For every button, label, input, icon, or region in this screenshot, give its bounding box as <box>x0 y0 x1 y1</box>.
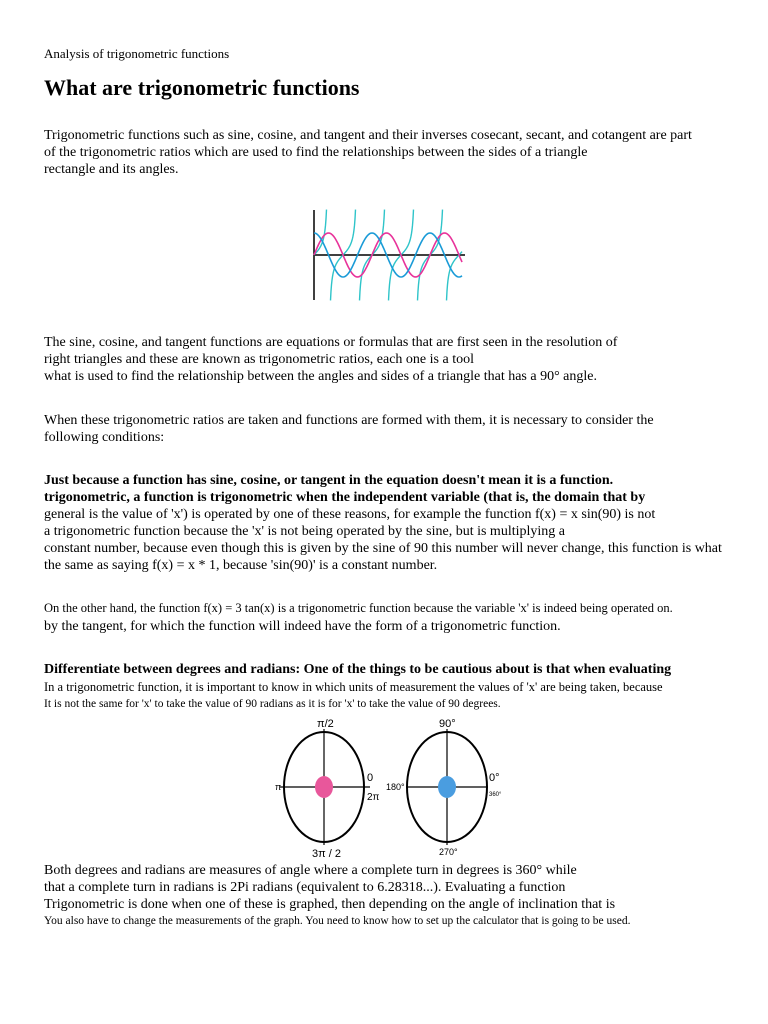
label-right-top: 0 <box>367 772 374 784</box>
tangent-branch <box>314 210 327 255</box>
paragraph-line: of the trigonometric ratios which are used to find the relationships between the sides of a triangle <box>44 145 588 160</box>
degrees-circle-diagram <box>380 715 510 860</box>
paragraph-line: rectangle and its angles. <box>44 162 179 177</box>
paragraph-line: On the other hand, the function f(x) = 3 tan(x) is a trigonometric function because the variable 'x' is indeed being operated on. <box>44 601 673 615</box>
paragraph-line: Trigonometric functions such as sine, cosine, and tangent and their inverses cosecant, secant, and cotangent are part <box>44 128 692 143</box>
paragraph-line: a trigonometric function because the 'x' is not being operated by the sine, but is multiplying a <box>44 524 565 539</box>
paragraph-line: It is not the same for 'x' to take the value of 90 radians as it is for 'x' to take the value of 90 degrees. <box>44 698 501 710</box>
label-top: π/2 <box>317 718 334 730</box>
paragraph-line: the same as saying f(x) = x * 1, because 'sin(90)' is a constant number. <box>44 558 438 573</box>
paragraph-bold-line: Just because a function has sine, cosine, or tangent in the equation doesn't mean it is a function. <box>44 473 614 488</box>
paragraph-line: In a trigonometric function, it is important to know in which units of measurement the values of 'x' are being taken, because <box>44 680 663 694</box>
tangent-branch <box>447 252 463 301</box>
label-bottom: 270° <box>439 847 458 857</box>
label-left: π <box>275 782 282 792</box>
paragraph-line: by the tangent, for which the function will indeed have the form of a trigonometric function. <box>44 619 561 634</box>
label-left: 180° <box>386 782 405 792</box>
document-header: Analysis of trigonometric functions <box>44 46 230 61</box>
center-dot <box>438 776 456 798</box>
label-right-top: 0° <box>489 772 500 784</box>
paragraph-line: that a complete turn in radians is 2Pi radians (equivalent to 6.28318...). Evaluating a function <box>44 880 566 895</box>
trig-functions-graph <box>300 205 470 305</box>
page-title: What are trigonometric functions <box>44 75 360 100</box>
label-right-bottom: 2π <box>367 792 380 803</box>
paragraph-line: The sine, cosine, and tangent functions are equations or formulas that are first seen in the resolution of <box>44 335 618 350</box>
paragraph-line: Trigonometric is done when one of these is graphed, then depending on the angle of inclination that is <box>44 897 616 912</box>
label-top: 90° <box>439 718 456 730</box>
paragraph-line: Both degrees and radians are measures of angle where a complete turn in degrees is 360° while <box>44 863 577 878</box>
paragraph-line: constant number, because even though this is given by the sine of 90 this number will never change, this function is what <box>44 541 722 556</box>
label-bottom: 3π / 2 <box>312 848 341 860</box>
radians-circle-diagram <box>270 715 390 860</box>
paragraph-line: general is the value of 'x') is operated by one of these reasons, for example the function f(x) = x sin(90) is not <box>44 507 656 522</box>
paragraph-line: When these trigonometric ratios are taken and functions are formed with them, it is necessary to consider the <box>44 413 654 428</box>
paragraph-bold-line: Differentiate between degrees and radians: One of the things to be cautious about is that when evaluating <box>44 662 672 677</box>
label-right-bottom: 360° <box>489 792 502 798</box>
paragraph-line: following conditions: <box>44 430 165 445</box>
paragraph-line: what is used to find the relationship between the angles and sides of a triangle that has a 90° angle. <box>44 369 597 384</box>
paragraph-line: You also have to change the measurements of the graph. You need to know how to set up the calculator that is going to be used. <box>44 915 631 927</box>
paragraph-line: right triangles and these are known as trigonometric ratios, each one is a tool <box>44 352 474 367</box>
center-dot <box>315 776 333 798</box>
paragraph-bold-line: trigonometric, a function is trigonometric when the independent variable (that is, the domain that by <box>44 490 646 505</box>
